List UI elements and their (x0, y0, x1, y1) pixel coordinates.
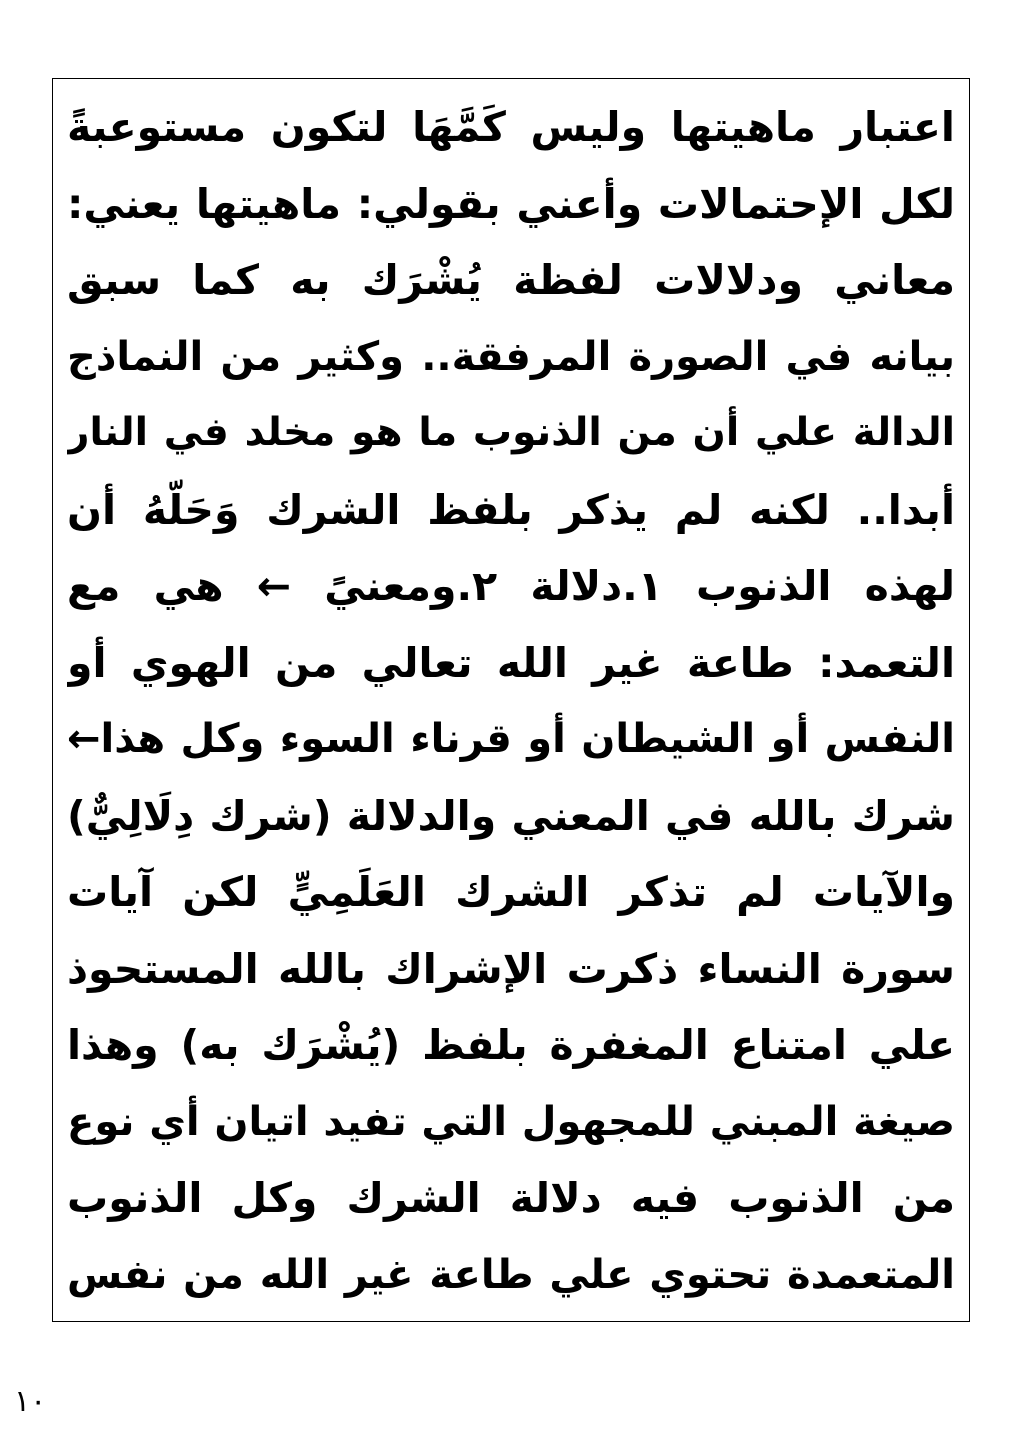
text-line-14: صيغة المبني للمجهول التي تفيد اتيان أي نوع (67, 1098, 955, 1145)
text-line-1: اعتبار ماهيتها وليس كَمَّهَا لتكون مستوعبةً (67, 103, 955, 151)
text-line-9: النفس أو الشيطان أو قرناء السوء وكل هذا← (67, 716, 955, 763)
text-line-16: المتعمدة تحتوي علي طاعة غير الله من نفس (67, 1251, 955, 1298)
text-line-2: لكل الإحتمالات وأعني بقولي: ماهيتها يعني: (67, 179, 955, 228)
text-line-10: شرك بالله في المعني والدلالة (شرك دِلَالِيٌّ) (67, 791, 955, 840)
text-line-7: لهذه الذنوب ١.دلالة ٢.ومعنيً ← هي مع (67, 562, 955, 611)
text-line-6: أبدا.. لكنه لم يذكر بلفظ الشرك وَحَلّهُ أن (67, 485, 955, 534)
body-text (67, 91, 955, 1311)
text-line-4: بيانه في الصورة المرفقة.. وكثير من النماذج (67, 333, 955, 380)
page-number: ١٠ (14, 1384, 47, 1419)
text-line-5: الدالة علي أن من الذنوب ما هو مخلد في النار (67, 410, 955, 456)
text-line-11: والآيات لم تذكر الشرك العَلَمِيٍّ لكن آيات (67, 868, 955, 917)
text-line-12: سورة النساء ذكرت الإشراك بالله المستحوذ (67, 944, 955, 993)
text-line-8: التعمد: طاعة غير الله تعالي من الهوي أو (67, 638, 955, 687)
text-line-13: علي امتناع المغفرة بلفظ (يُشْرَك به) وهذا (67, 1021, 955, 1070)
text-line-15: من الذنوب فيه دلالة الشرك وكل الذنوب (67, 1174, 955, 1223)
text-line-3: معاني ودلالات لفظة يُشْرَك به كما سبق (67, 256, 955, 305)
text-frame (52, 78, 970, 1322)
